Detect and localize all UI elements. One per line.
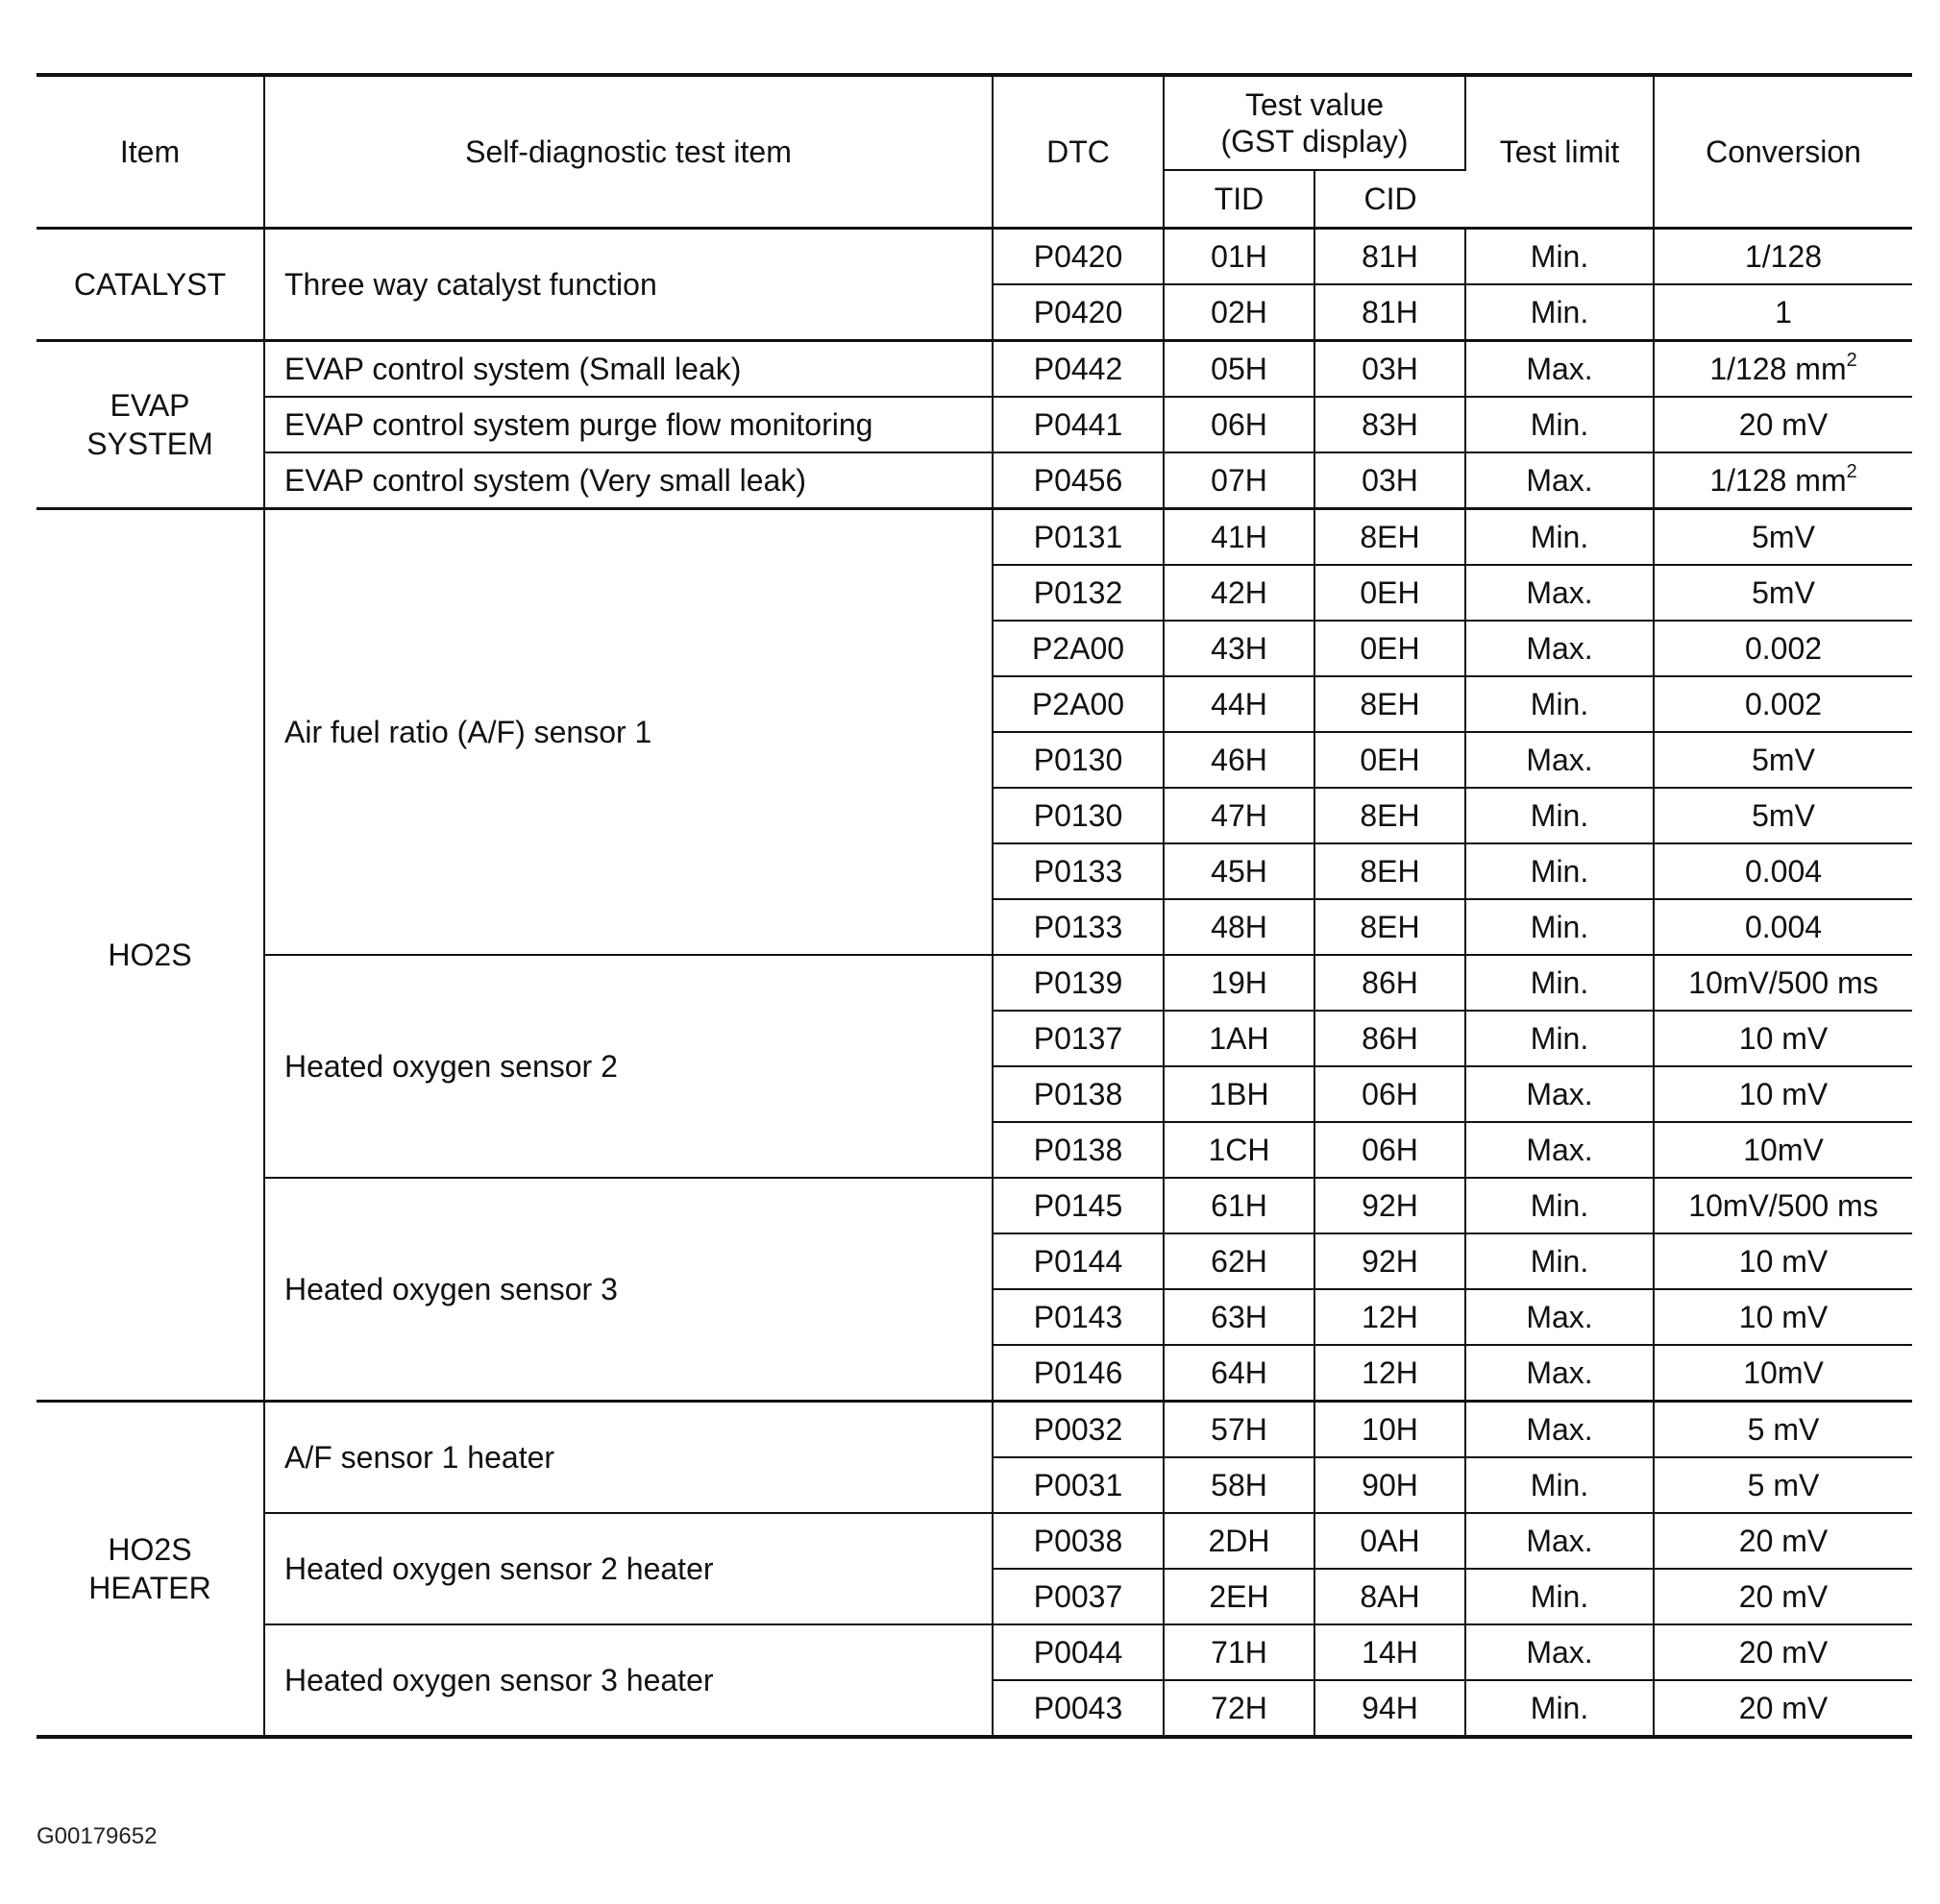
- tid-cell: 45H: [1164, 843, 1314, 899]
- dtc-cell: P0130: [993, 732, 1164, 788]
- table-header: [37, 75, 1912, 229]
- conversion-value: 5mV: [1752, 742, 1815, 777]
- tid-cell: 06H: [1164, 397, 1314, 452]
- header-cid: CID: [1314, 170, 1465, 229]
- conversion-cell: [1654, 1457, 1912, 1513]
- conversion-cell: [1654, 1066, 1912, 1122]
- conversion-value: 20 mV: [1738, 1690, 1829, 1725]
- conversion-value: 20 mV: [1738, 1634, 1829, 1670]
- table-row: [37, 955, 1912, 1011]
- table-row: [37, 1513, 1912, 1569]
- conversion-value: 0.002: [1744, 686, 1823, 721]
- conversion-value: 5mV: [1752, 574, 1815, 610]
- test-limit-cell: Min.: [1465, 955, 1654, 1011]
- self-diagnostic-table: [37, 73, 1912, 1739]
- dtc-cell: P0442: [993, 341, 1164, 398]
- test-limit-cell: Max.: [1465, 732, 1654, 788]
- test-limit-cell: Max.: [1465, 1345, 1654, 1402]
- test-item-cell: Heated oxygen sensor 2 heater: [264, 1513, 993, 1624]
- dtc-cell: P0456: [993, 452, 1164, 509]
- conversion-value: 10 mV: [1738, 1020, 1829, 1056]
- conversion-cell: [1654, 1122, 1912, 1178]
- dtc-cell: P0133: [993, 843, 1164, 899]
- conversion-value: 1/128 mm: [1709, 462, 1847, 498]
- conversion-value: 10mV/500 ms: [1688, 964, 1879, 1000]
- cid-cell: 14H: [1314, 1624, 1465, 1680]
- tid-cell: 71H: [1164, 1624, 1314, 1680]
- header-dtc: DTC: [993, 75, 1164, 229]
- tid-cell: 64H: [1164, 1345, 1314, 1402]
- test-limit-cell: Min.: [1465, 1011, 1654, 1066]
- tid-cell: 41H: [1164, 509, 1314, 566]
- cid-cell: 12H: [1314, 1289, 1465, 1345]
- test-item-cell: Heated oxygen sensor 3 heater: [264, 1624, 993, 1737]
- test-limit-cell: Min.: [1465, 1680, 1654, 1737]
- dtc-cell: P0038: [993, 1513, 1164, 1569]
- test-limit-cell: Max.: [1465, 1066, 1654, 1122]
- conversion-cell: [1654, 1680, 1912, 1737]
- dtc-cell: P0131: [993, 509, 1164, 566]
- cid-cell: 8EH: [1314, 899, 1465, 955]
- conversion-cell: [1654, 1289, 1912, 1345]
- tid-cell: 57H: [1164, 1402, 1314, 1458]
- dtc-cell: P0037: [993, 1569, 1164, 1624]
- table-row: [37, 509, 1912, 566]
- cid-cell: 03H: [1314, 341, 1465, 398]
- dtc-cell: P0139: [993, 955, 1164, 1011]
- dtc-table-container: [37, 73, 1912, 1739]
- cid-cell: 81H: [1314, 229, 1465, 285]
- dtc-cell: P0420: [993, 229, 1164, 285]
- table-row: [37, 452, 1912, 509]
- conversion-value: 10mV/500 ms: [1688, 1187, 1879, 1223]
- test-limit-cell: Min.: [1465, 843, 1654, 899]
- cid-cell: 8EH: [1314, 843, 1465, 899]
- test-item-cell: EVAP control system (Very small leak): [264, 452, 993, 509]
- cid-cell: 83H: [1314, 397, 1465, 452]
- dtc-cell: P0130: [993, 788, 1164, 843]
- test-limit-cell: Min.: [1465, 676, 1654, 732]
- cid-cell: 8EH: [1314, 788, 1465, 843]
- test-limit-cell: Min.: [1465, 229, 1654, 285]
- cid-cell: 92H: [1314, 1233, 1465, 1289]
- test-limit-cell: Min.: [1465, 1178, 1654, 1233]
- item-label-line: HEATER: [88, 1571, 211, 1605]
- cid-cell: 12H: [1314, 1345, 1465, 1402]
- cid-cell: 86H: [1314, 1011, 1465, 1066]
- header-tid: TID: [1164, 170, 1314, 229]
- item-label-line: HO2S: [108, 1532, 192, 1567]
- conversion-value: 5 mV: [1747, 1467, 1820, 1502]
- tid-cell: 61H: [1164, 1178, 1314, 1233]
- test-limit-cell: Min.: [1465, 899, 1654, 955]
- test-limit-cell: Max.: [1465, 565, 1654, 621]
- test-item-cell: EVAP control system (Small leak): [264, 341, 993, 398]
- conversion-cell: [1654, 1011, 1912, 1066]
- dtc-cell: P0032: [993, 1402, 1164, 1458]
- tid-cell: 1AH: [1164, 1011, 1314, 1066]
- test-item-cell: Three way catalyst function: [264, 229, 993, 341]
- conversion-value: 10 mV: [1738, 1299, 1829, 1334]
- dtc-cell: P0132: [993, 565, 1164, 621]
- header-test-value: [1164, 75, 1465, 170]
- test-limit-cell: Min.: [1465, 788, 1654, 843]
- test-limit-cell: Min.: [1465, 284, 1654, 341]
- dtc-cell: P0043: [993, 1680, 1164, 1737]
- table-row: [37, 1402, 1912, 1458]
- conversion-value: 0.004: [1744, 853, 1823, 889]
- conversion-value: 5 mV: [1747, 1411, 1820, 1447]
- cid-cell: 92H: [1314, 1178, 1465, 1233]
- table-row: [37, 229, 1912, 285]
- conversion-cell: [1654, 397, 1912, 452]
- cid-cell: 0EH: [1314, 565, 1465, 621]
- cid-cell: 06H: [1314, 1122, 1465, 1178]
- tid-cell: 07H: [1164, 452, 1314, 509]
- tid-cell: 42H: [1164, 565, 1314, 621]
- tid-cell: 46H: [1164, 732, 1314, 788]
- dtc-cell: P2A00: [993, 676, 1164, 732]
- conversion-value: 1/128 mm: [1709, 351, 1847, 386]
- conversion-cell: [1654, 843, 1912, 899]
- test-limit-cell: Min.: [1465, 1457, 1654, 1513]
- tid-cell: 1BH: [1164, 1066, 1314, 1122]
- dtc-cell: P0143: [993, 1289, 1164, 1345]
- cid-cell: 8EH: [1314, 509, 1465, 566]
- tid-cell: 44H: [1164, 676, 1314, 732]
- conversion-value: 10mV: [1743, 1132, 1824, 1167]
- cid-cell: 94H: [1314, 1680, 1465, 1737]
- conversion-cell: [1654, 1402, 1912, 1458]
- test-limit-cell: Min.: [1465, 1233, 1654, 1289]
- header-test-limit: Test limit: [1465, 75, 1654, 229]
- header-conversion: Conversion: [1654, 75, 1912, 229]
- conversion-cell: [1654, 341, 1912, 398]
- test-limit-cell: Max.: [1465, 1624, 1654, 1680]
- test-item-cell: EVAP control system purge flow monitoring: [264, 397, 993, 452]
- header-test-item: Self-diagnostic test item: [264, 75, 993, 229]
- tid-cell: 01H: [1164, 229, 1314, 285]
- conversion-value: 1/128: [1744, 238, 1823, 274]
- conversion-cell: [1654, 452, 1912, 509]
- conversion-value: 0.002: [1744, 630, 1823, 666]
- test-limit-cell: Max.: [1465, 1122, 1654, 1178]
- conversion-cell: [1654, 1624, 1912, 1680]
- dtc-cell: P0441: [993, 397, 1164, 452]
- conversion-exponent: 2: [1846, 350, 1857, 372]
- conversion-value: 5mV: [1752, 519, 1815, 554]
- test-limit-cell: Max.: [1465, 452, 1654, 509]
- item-label-line: HO2S: [108, 938, 192, 972]
- conversion-cell: [1654, 732, 1912, 788]
- header-gst-display-label: (GST display): [1220, 124, 1409, 159]
- tid-cell: 47H: [1164, 788, 1314, 843]
- conversion-cell: [1654, 788, 1912, 843]
- test-limit-cell: Max.: [1465, 341, 1654, 398]
- tid-cell: 72H: [1164, 1680, 1314, 1737]
- table-row: [37, 1624, 1912, 1680]
- header-test-value-label: Test value: [1244, 86, 1385, 122]
- dtc-cell: P0137: [993, 1011, 1164, 1066]
- cid-cell: 10H: [1314, 1402, 1465, 1458]
- cid-cell: 86H: [1314, 955, 1465, 1011]
- conversion-value: 10 mV: [1738, 1076, 1829, 1111]
- tid-cell: 62H: [1164, 1233, 1314, 1289]
- conversion-exponent: 2: [1846, 461, 1857, 483]
- test-item-cell: Air fuel ratio (A/F) sensor 1: [264, 509, 993, 956]
- conversion-cell: [1654, 676, 1912, 732]
- tid-cell: 1CH: [1164, 1122, 1314, 1178]
- conversion-value: 20 mV: [1738, 406, 1829, 442]
- dtc-cell: P0031: [993, 1457, 1164, 1513]
- tid-cell: 43H: [1164, 621, 1314, 676]
- conversion-cell: [1654, 1513, 1912, 1569]
- item-label-line: CATALYST: [73, 267, 227, 302]
- test-item-cell: A/F sensor 1 heater: [264, 1402, 993, 1514]
- cid-cell: 0AH: [1314, 1513, 1465, 1569]
- test-limit-cell: Max.: [1465, 1513, 1654, 1569]
- item-cell: [37, 229, 264, 341]
- tid-cell: 58H: [1164, 1457, 1314, 1513]
- conversion-value: 20 mV: [1738, 1578, 1829, 1614]
- tid-cell: 63H: [1164, 1289, 1314, 1345]
- conversion-cell: [1654, 1233, 1912, 1289]
- test-item-cell: Heated oxygen sensor 3: [264, 1178, 993, 1402]
- table-body: [37, 229, 1912, 1738]
- cid-cell: 8AH: [1314, 1569, 1465, 1624]
- dtc-cell: P0138: [993, 1066, 1164, 1122]
- item-label-line: EVAP: [110, 388, 190, 423]
- tid-cell: 2DH: [1164, 1513, 1314, 1569]
- conversion-value: 1: [1775, 294, 1792, 330]
- test-limit-cell: Max.: [1465, 621, 1654, 676]
- conversion-cell: [1654, 229, 1912, 285]
- header-item: Item: [37, 75, 264, 229]
- test-limit-cell: Min.: [1465, 397, 1654, 452]
- dtc-cell: P0133: [993, 899, 1164, 955]
- item-cell: [37, 1402, 264, 1738]
- conversion-cell: [1654, 955, 1912, 1011]
- dtc-cell: P0138: [993, 1122, 1164, 1178]
- tid-cell: 2EH: [1164, 1569, 1314, 1624]
- cid-cell: 90H: [1314, 1457, 1465, 1513]
- conversion-cell: [1654, 1178, 1912, 1233]
- dtc-cell: P0044: [993, 1624, 1164, 1680]
- tid-cell: 19H: [1164, 955, 1314, 1011]
- test-limit-cell: Max.: [1465, 1289, 1654, 1345]
- cid-cell: 0EH: [1314, 621, 1465, 676]
- conversion-cell: [1654, 565, 1912, 621]
- conversion-cell: [1654, 1569, 1912, 1624]
- dtc-cell: P2A00: [993, 621, 1164, 676]
- tid-cell: 05H: [1164, 341, 1314, 398]
- test-limit-cell: Min.: [1465, 1569, 1654, 1624]
- cid-cell: 06H: [1314, 1066, 1465, 1122]
- conversion-cell: [1654, 284, 1912, 341]
- dtc-cell: P0145: [993, 1178, 1164, 1233]
- dtc-cell: P0420: [993, 284, 1164, 341]
- conversion-value: 10mV: [1743, 1355, 1824, 1390]
- cid-cell: 8EH: [1314, 676, 1465, 732]
- test-limit-cell: Max.: [1465, 1402, 1654, 1458]
- conversion-cell: [1654, 621, 1912, 676]
- item-cell: [37, 341, 264, 509]
- figure-id: G00179652: [37, 1823, 158, 1849]
- cid-cell: 81H: [1314, 284, 1465, 341]
- conversion-value: 0.004: [1744, 909, 1823, 944]
- conversion-value: 10 mV: [1738, 1243, 1829, 1279]
- tid-cell: 02H: [1164, 284, 1314, 341]
- conversion-cell: [1654, 899, 1912, 955]
- item-cell: [37, 509, 264, 1402]
- cid-cell: 03H: [1314, 452, 1465, 509]
- table-row: [37, 1178, 1912, 1233]
- test-item-cell: Heated oxygen sensor 2: [264, 955, 993, 1178]
- conversion-cell: [1654, 1345, 1912, 1402]
- conversion-value: 20 mV: [1738, 1523, 1829, 1558]
- cid-cell: 0EH: [1314, 732, 1465, 788]
- dtc-cell: P0146: [993, 1345, 1164, 1402]
- tid-cell: 48H: [1164, 899, 1314, 955]
- table-row: [37, 341, 1912, 398]
- test-limit-cell: Min.: [1465, 509, 1654, 566]
- item-label-line: SYSTEM: [86, 427, 213, 461]
- table-row: [37, 397, 1912, 452]
- conversion-value: 5mV: [1752, 797, 1815, 833]
- dtc-cell: P0144: [993, 1233, 1164, 1289]
- conversion-cell: [1654, 509, 1912, 566]
